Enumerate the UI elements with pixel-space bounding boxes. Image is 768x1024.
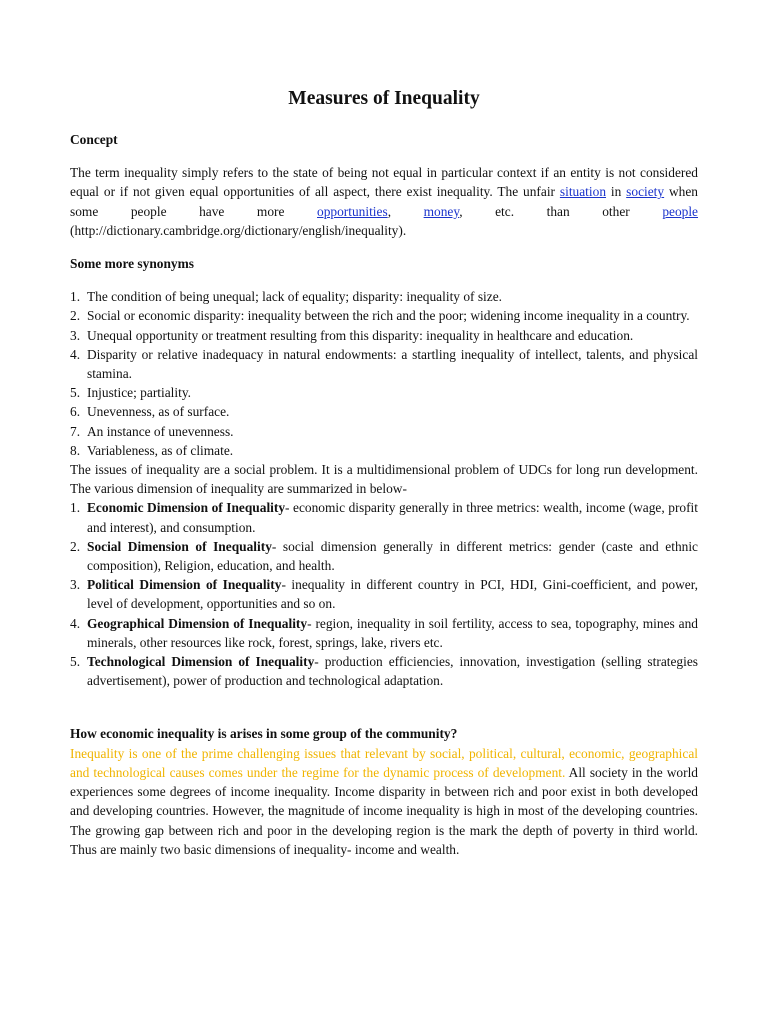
synonym-text: The condition of being unequal; lack of equality; disparity: inequality of size. bbox=[87, 289, 502, 305]
list-number: 2. bbox=[70, 308, 81, 324]
dimension-item bbox=[70, 614, 698, 652]
link-society[interactable]: society bbox=[626, 184, 665, 200]
economic-heading-text: How economic inequality is arises in some group of the community? bbox=[70, 726, 458, 742]
dimension-term: Political Dimension of Inequality bbox=[87, 577, 282, 593]
list-number: 1. bbox=[70, 289, 81, 305]
economic-heading bbox=[70, 724, 698, 743]
synonym-text: Unequal opportunity or treatment resulting from this disparity: inequality in healthcare and education. bbox=[87, 327, 634, 343]
list-number: 6. bbox=[70, 404, 81, 420]
highlighted-text: Inequality is one of the prime challenging issues that relevant by social, political, cultural, economic, geographical and technological causes comes under the regime for the dynamic process of development. bbox=[70, 745, 698, 780]
synonym-item bbox=[70, 402, 698, 421]
synonym-text: Unevenness, as of surface. bbox=[87, 404, 230, 420]
document-body bbox=[70, 86, 698, 859]
dimension-text: - social dimension generally in different metrics: gender (caste and ethnic composition), Religion, education, and health. bbox=[87, 538, 699, 574]
list-number: 5. bbox=[70, 385, 81, 401]
concept-text-5: , etc. than other bbox=[459, 203, 663, 219]
concept-heading: Concept bbox=[70, 132, 118, 147]
synonym-text: Social or economic disparity: inequality between the rich and the poor; widening income inequality in a country. bbox=[87, 308, 690, 324]
synonym-item bbox=[70, 326, 698, 345]
synonym-text: Injustice; partiality. bbox=[87, 385, 191, 401]
dimension-text: - inequality in different country in PCI, HDI, Gini-coefficient, and power, level of development, opportunities and so on. bbox=[87, 577, 698, 612]
concept-text-1: The term inequality simply refers to the state of being not equal in particular context if an entity is not considered equal or if not given equal opportunities of all aspect, there exist inequality. The unfair bbox=[70, 165, 698, 200]
dimension-item bbox=[70, 575, 698, 613]
synonym-item bbox=[70, 441, 698, 460]
link-people[interactable]: people bbox=[662, 203, 699, 219]
dimension-text: - production efficiencies, innovation, investigation (selling strategies advertisement), power of production and technological adaptation. bbox=[87, 654, 698, 689]
economic-body-text: All society in the world experiences some degrees of income inequality. Income disparity in between rich and poor exist in both developed and developing countries. However, the magnitude of income inequality is high in most of the developing countries. The growing gap between rich and poor in the developing region is the mark the depth of poverty in third world. Thus are mainly two basic dimensions of inequality- income and wealth. bbox=[70, 764, 698, 857]
synonym-item bbox=[70, 422, 698, 441]
link-opportunities[interactable]: opportunities bbox=[317, 203, 388, 219]
dimension-item bbox=[70, 652, 698, 690]
concept-text-4: , bbox=[387, 203, 424, 219]
dimension-item bbox=[70, 537, 698, 575]
page-title: Measures of Inequality bbox=[288, 88, 480, 109]
concept-text-6: (http://dictionary.cambridge.org/dictionary/english/inequality). bbox=[70, 222, 407, 238]
synonym-item bbox=[70, 345, 698, 383]
economic-paragraph bbox=[70, 744, 698, 859]
spacer bbox=[70, 240, 698, 254]
list-number: 3. bbox=[70, 327, 81, 343]
concept-text-3: when some people have more bbox=[70, 184, 698, 219]
dimensions-intro: The issues of inequality are a social problem. It is a multidimensional problem of UDCs for long run development. The various dimension of inequality are summarized in below- bbox=[70, 462, 698, 497]
synonyms-list bbox=[70, 287, 698, 460]
synonym-item bbox=[70, 306, 698, 325]
synonyms-heading: Some more synonyms bbox=[70, 256, 194, 272]
list-number: 7. bbox=[70, 423, 81, 439]
link-money[interactable]: money bbox=[423, 203, 460, 219]
list-number: 4. bbox=[70, 615, 81, 631]
spacer bbox=[70, 690, 698, 724]
list-number: 1. bbox=[70, 500, 81, 516]
dimension-term: Social Dimension of Inequality bbox=[87, 538, 272, 554]
synonym-text: An instance of unevenness. bbox=[87, 423, 234, 439]
list-number: 3. bbox=[70, 577, 81, 593]
synonym-text: Variableness, as of climate. bbox=[87, 442, 234, 458]
dimension-item bbox=[70, 498, 698, 536]
dimension-text: - region, inequality in soil fertility, access to sea, topography, mines and minerals, other resources like rock, forest, springs, lake, rivers etc. bbox=[87, 615, 698, 650]
synonym-text: Disparity or relative inadequacy in natural endowments: a startling inequality of intellect, talents, and physical stamina. bbox=[87, 346, 698, 382]
concept-text-2: in bbox=[606, 184, 627, 200]
synonym-item bbox=[70, 287, 698, 306]
list-number: 5. bbox=[70, 654, 81, 670]
list-number: 4. bbox=[70, 346, 81, 362]
dimension-term: Geographical Dimension of Inequality bbox=[87, 615, 308, 631]
dimension-term: Economic Dimension of Inequality bbox=[87, 500, 286, 516]
concept-paragraph bbox=[70, 163, 698, 240]
dimensions-list bbox=[70, 498, 698, 690]
link-situation[interactable]: situation bbox=[559, 184, 607, 200]
list-number: 2. bbox=[70, 538, 81, 554]
list-number: 8. bbox=[70, 442, 81, 458]
dimension-text: - economic disparity generally in three metrics: wealth, income (wage, profit and interest), and consumption. bbox=[87, 500, 698, 535]
dimension-term: Technological Dimension of Inequality bbox=[87, 654, 315, 670]
synonym-item bbox=[70, 383, 698, 402]
